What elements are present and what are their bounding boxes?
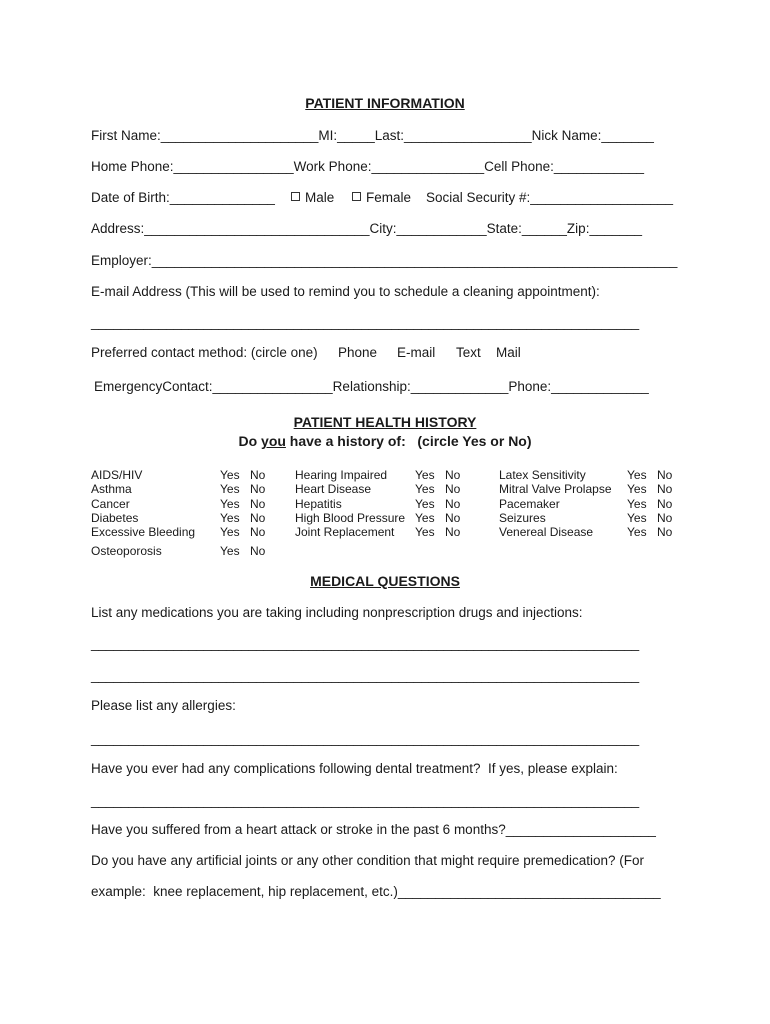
- condition-pacemaker: Pacemaker: [499, 497, 560, 511]
- complications-answer-line[interactable]: _________________________________________________________________________: [91, 793, 640, 808]
- contact-option-phone[interactable]: Phone: [338, 345, 378, 360]
- female-checkbox[interactable]: [352, 192, 361, 201]
- male-label: Male: [305, 190, 335, 205]
- no-option[interactable]: No: [657, 525, 673, 539]
- yes-option[interactable]: Yes: [220, 544, 240, 558]
- yes-option[interactable]: Yes: [220, 511, 240, 525]
- patient-information-title: PATIENT INFORMATION: [305, 95, 465, 111]
- no-option[interactable]: No: [250, 525, 266, 539]
- no-option[interactable]: No: [445, 497, 461, 511]
- male-checkbox[interactable]: [291, 192, 300, 201]
- no-option[interactable]: No: [250, 511, 266, 525]
- yes-option[interactable]: Yes: [220, 482, 240, 496]
- allergies-question: Please list any allergies:: [91, 698, 236, 713]
- condition-latex-sensitivity: Latex Sensitivity: [499, 468, 586, 482]
- condition-joint-replacement: Joint Replacement: [295, 525, 395, 539]
- yes-option[interactable]: Yes: [415, 468, 435, 482]
- condition-seizures: Seizures: [499, 511, 546, 525]
- no-option[interactable]: No: [250, 468, 266, 482]
- medications-answer-line[interactable]: _________________________________________________________________________: [91, 636, 640, 651]
- no-option[interactable]: No: [250, 497, 266, 511]
- yes-option[interactable]: Yes: [415, 525, 435, 539]
- condition-excessive-bleeding: Excessive Bleeding: [91, 525, 196, 539]
- name-line[interactable]: First Name:_____________________MI:_____Last:_________________Nick Name:_______: [91, 128, 654, 143]
- condition-mitral-valve-prolapse: Mitral Valve Prolapse: [499, 482, 612, 496]
- no-option[interactable]: No: [657, 482, 673, 496]
- contact-option-email[interactable]: E-mail: [397, 345, 436, 360]
- condition-osteoporosis: Osteoporosis: [91, 544, 162, 558]
- no-option[interactable]: No: [250, 482, 266, 496]
- email-answer-line[interactable]: _________________________________________________________________________: [91, 315, 640, 330]
- condition-venereal-disease: Venereal Disease: [499, 525, 594, 539]
- contact-option-text[interactable]: Text: [456, 345, 481, 360]
- emergency-contact-line[interactable]: EmergencyContact:________________Relationship:_____________Phone:_____________: [94, 379, 649, 394]
- premedication-question: Do you have any artificial joints or any other condition that might require premedication? (For: [91, 853, 645, 868]
- condition-hearing-impaired: Hearing Impaired: [295, 468, 388, 482]
- yes-option[interactable]: Yes: [220, 497, 240, 511]
- medical-questions-title: MEDICAL QUESTIONS: [310, 573, 460, 589]
- allergies-answer-line[interactable]: _________________________________________________________________________: [91, 731, 640, 746]
- employer-line[interactable]: Employer:______________________________________________________________________: [91, 253, 678, 268]
- no-option[interactable]: No: [445, 468, 461, 482]
- yes-option[interactable]: Yes: [220, 525, 240, 539]
- no-option[interactable]: No: [445, 525, 461, 539]
- condition-cancer: Cancer: [91, 497, 130, 511]
- medications-question: List any medications you are taking including nonprescription drugs and injections:: [91, 605, 583, 620]
- no-option[interactable]: No: [657, 468, 673, 482]
- no-option[interactable]: No: [250, 544, 266, 558]
- yes-option[interactable]: Yes: [627, 511, 647, 525]
- condition-high-blood-pressure: High Blood Pressure: [295, 511, 406, 525]
- no-option[interactable]: No: [657, 497, 673, 511]
- male-option[interactable]: [291, 190, 334, 206]
- email-label: E-mail Address (This will be used to remind you to schedule a cleaning appointment):: [91, 284, 600, 299]
- condition-diabetes: Diabetes: [91, 511, 139, 525]
- condition-heart-disease: Heart Disease: [295, 482, 372, 496]
- yes-option[interactable]: Yes: [627, 482, 647, 496]
- condition-asthma: Asthma: [91, 482, 132, 496]
- contact-option-mail[interactable]: Mail: [496, 345, 521, 360]
- yes-option[interactable]: Yes: [627, 525, 647, 539]
- yes-option[interactable]: Yes: [627, 497, 647, 511]
- condition-aids-hiv: AIDS/HIV: [91, 468, 143, 482]
- yes-option[interactable]: Yes: [415, 482, 435, 496]
- female-label: Female: [366, 190, 412, 205]
- health-history-title: PATIENT HEALTH HISTORY: [293, 414, 477, 430]
- complications-question: Have you ever had any complications following dental treatment? If yes, please explain:: [91, 761, 618, 776]
- condition-hepatitis: Hepatitis: [295, 497, 342, 511]
- yes-option[interactable]: Yes: [415, 497, 435, 511]
- ssn-field[interactable]: Social Security #:___________________: [426, 190, 673, 205]
- dob-field[interactable]: Date of Birth:______________: [91, 190, 275, 205]
- phone-line[interactable]: Home Phone:________________Work Phone:_______________Cell Phone:____________: [91, 159, 644, 174]
- heart-attack-question[interactable]: Have you suffered from a heart attack or stroke in the past 6 months?____________________: [91, 822, 656, 837]
- female-option[interactable]: [352, 190, 411, 206]
- yes-option[interactable]: Yes: [220, 468, 240, 482]
- yes-option[interactable]: Yes: [627, 468, 647, 482]
- yes-option[interactable]: Yes: [415, 511, 435, 525]
- contact-method-label: Preferred contact method: (circle one): [91, 345, 318, 360]
- no-option[interactable]: No: [445, 482, 461, 496]
- no-option[interactable]: No: [445, 511, 461, 525]
- health-history-instruction: Do you have a history of: (circle Yes or No): [238, 433, 532, 449]
- medications-answer-line[interactable]: _________________________________________________________________________: [91, 668, 640, 683]
- premedication-answer-line[interactable]: example: knee replacement, hip replacement, etc.)___________________________________: [91, 884, 661, 899]
- no-option[interactable]: No: [657, 511, 673, 525]
- address-line[interactable]: Address:______________________________City:____________State:______Zip:_______: [91, 221, 642, 236]
